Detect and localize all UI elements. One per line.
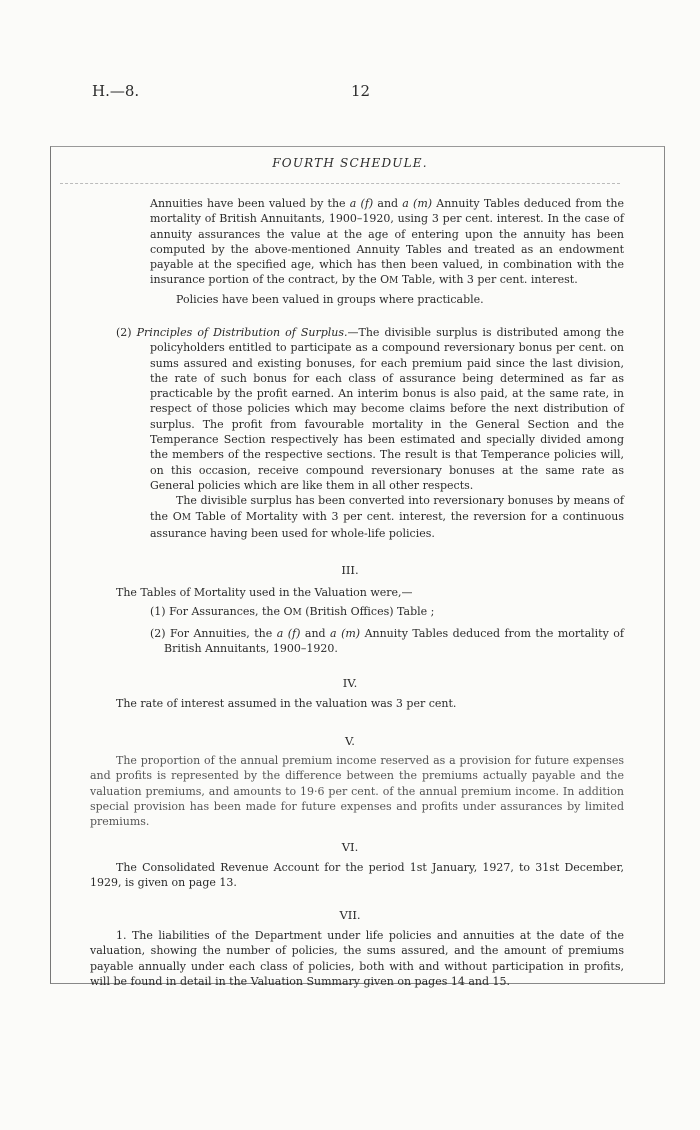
schedule-title: FOURTH SCHEDULE.	[272, 156, 428, 170]
section-v-heading: V.	[345, 734, 355, 748]
principles-heading: Principles of Distribution of Surplus.	[136, 326, 348, 339]
document-code: H.—8.	[92, 82, 140, 100]
section-v-text: The proportion of the annual premium income reserved as a provision for future expenses and profits is represented by the difference between the premiums actually payable and the valuation premiums, and amounts to 19·6 per cent. of the annual premium income. In addition special provision has been made for future expenses and profits under assurances by limited premiums.	[90, 754, 624, 829]
title-divider	[60, 183, 620, 184]
section-vii-text: 1. The liabilities of the Department under life policies and annuities at the date of the valuation, showing the number of policies, the sums assured, and the amount of premiums payable annually under each class of policies, both with and without participation in profits, will be found in detail in the Valuation Summary given on pages 14 and 15.	[90, 929, 624, 988]
section-vi-heading: VI.	[341, 840, 359, 854]
page-number: 12	[351, 82, 371, 100]
policies-groups-text: Policies have been valued in groups where practicable.	[176, 292, 484, 306]
annuities-paragraph: Annuities have been valued by the a (f) and a (m) Annuity Tables deduced from the mortality of British Annuitants, 1900–1920, using 3 per cent. interest. In the case of annuity assurances the value at the age of entering upon the annuity has been computed by the above-mentioned Annuity Tables and treated as an endowment payable at the specified age, which has then been valued, in combination with the insurance portion of the contract, by the OM Table, with 3 per cent. interest. Policies have been valued in groups where practicable.	[150, 197, 625, 306]
section-vi-text: The Consolidated Revenue Account for the period 1st January, 1927, to 31st December, 1929, is given on page 13.	[90, 861, 624, 890]
section-iii-body: The Tables of Mortality used in the Valuation were,— (1) For Assurances, the OM (British Offices) Table ; (2) For Annuities, the a (f) and a (m) Annuity Tables deduced from the mortality of British Annuitants, 1900–1920.	[116, 586, 624, 655]
section-iv-text: The rate of interest assumed in the valuation was 3 per cent.	[116, 697, 457, 710]
section-iv-heading: IV.	[342, 676, 358, 690]
section-iii-heading: III.	[341, 563, 359, 577]
principles-paragraph: (2) Principles of Distribution of Surplus.—The divisible surplus is distributed among the policyholders entitled to participate as a compound reversionary bonus per cent. on sums assured and existing bonuses, for each premium paid since the last division, the rate of such bonus for each class of assurance being determined as far as practicable by the profit earned. An interim bonus is also paid, at the same rate, in respect of those policies which may become claims before the next distribution of surplus. The profit from favourable mortality in the General Section and the Temperance Section respectively has been estimated and specially divided among the members of the respective sections. The result is that Temperance policies will, on this occasion, receive compound reversionary bonuses at the same rate as General policies which are like them in all other respects. The divisible surplus has been converted into reversionary bonuses by means of the OM Table of Mortality with 3 per cent. interest, the reversion for a continuous assurance having been used for whole-life policies.	[116, 326, 625, 540]
section-vii-heading: VII.	[339, 908, 361, 922]
